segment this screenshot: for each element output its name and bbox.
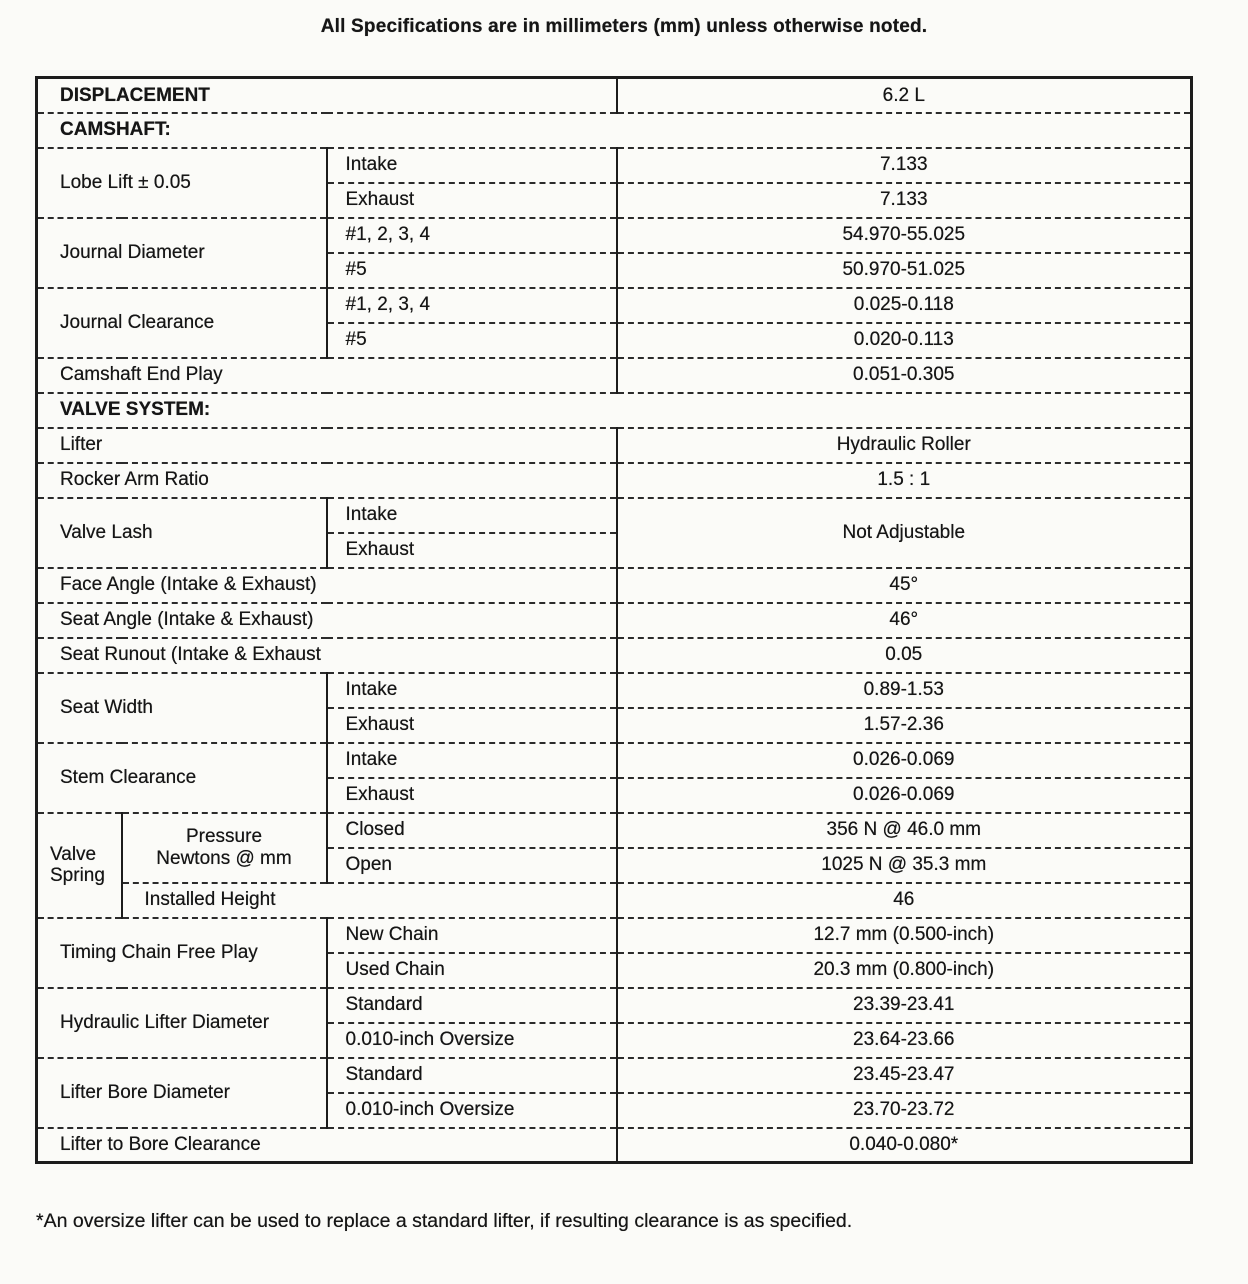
lifter-bore-diameter-label: Lifter Bore Diameter bbox=[37, 1058, 327, 1128]
table-row bbox=[37, 428, 1192, 463]
table-row bbox=[37, 638, 1192, 673]
camshaft-end-play-label: Camshaft End Play bbox=[37, 358, 617, 393]
rocker-arm-ratio-label: Rocker Arm Ratio bbox=[37, 463, 617, 498]
seat-width-exhaust-sublabel: Exhaust bbox=[327, 708, 617, 743]
seat-width-label: Seat Width bbox=[37, 673, 327, 743]
table-row bbox=[37, 393, 1192, 428]
journal-diameter-1234-sublabel: #1, 2, 3, 4 bbox=[327, 218, 617, 253]
seat-angle-value: 46° bbox=[617, 603, 1192, 638]
hydraulic-lifter-standard-value: 23.39-23.41 bbox=[617, 988, 1192, 1023]
hydraulic-lifter-standard-sublabel: Standard bbox=[327, 988, 617, 1023]
valve-spring-open-sublabel: Open bbox=[327, 848, 617, 883]
oversize-lifter-footnote: *An oversize lifter can be used to replace a standard lifter, if resulting clearance is as specified. bbox=[36, 1210, 853, 1232]
lifter-bore-oversize-value: 23.70-23.72 bbox=[617, 1093, 1192, 1128]
lifter-to-bore-clearance-label: Lifter to Bore Clearance bbox=[37, 1128, 617, 1163]
valve-spring-closed-sublabel: Closed bbox=[327, 813, 617, 848]
displacement-value: 6.2 L bbox=[617, 78, 1192, 113]
seat-width-intake-sublabel: Intake bbox=[327, 673, 617, 708]
valve-spring-closed-value: 356 N @ 46.0 mm bbox=[617, 813, 1192, 848]
spec-units-note: All Specifications are in millimeters (mm) unless otherwise noted. bbox=[320, 16, 928, 37]
table-row bbox=[37, 358, 1192, 393]
table-row bbox=[37, 568, 1192, 603]
lobe-lift-intake-value: 7.133 bbox=[617, 148, 1192, 183]
seat-runout-value: 0.05 bbox=[617, 638, 1192, 673]
hydraulic-lifter-diameter-label: Hydraulic Lifter Diameter bbox=[37, 988, 327, 1058]
table-row bbox=[37, 218, 1192, 253]
spec-table bbox=[35, 76, 1193, 1164]
valve-lash-intake-sublabel: Intake bbox=[327, 498, 617, 533]
table-row bbox=[37, 113, 1192, 148]
journal-clearance-label: Journal Clearance bbox=[37, 288, 327, 358]
valve-system-section-header: VALVE SYSTEM: bbox=[37, 393, 1192, 428]
journal-clearance-5-sublabel: #5 bbox=[327, 323, 617, 358]
seat-width-intake-value: 0.89-1.53 bbox=[617, 673, 1192, 708]
seat-width-exhaust-value: 1.57-2.36 bbox=[617, 708, 1192, 743]
valve-spring-pressure-line2: Newtons @ mm bbox=[156, 847, 292, 869]
stem-clearance-label: Stem Clearance bbox=[37, 743, 327, 813]
face-angle-label: Face Angle (Intake & Exhaust) bbox=[37, 568, 617, 603]
lobe-lift-exhaust-sublabel: Exhaust bbox=[327, 183, 617, 218]
rocker-arm-ratio-value: 1.5 : 1 bbox=[617, 463, 1192, 498]
table-row bbox=[37, 883, 1192, 918]
journal-diameter-5-value: 50.970-51.025 bbox=[617, 253, 1192, 288]
lifter-value: Hydraulic Roller bbox=[617, 428, 1192, 463]
seat-runout-label: Seat Runout (Intake & Exhaust bbox=[37, 638, 617, 673]
timing-chain-free-play-label: Timing Chain Free Play bbox=[37, 918, 327, 988]
displacement-label: DISPLACEMENT bbox=[37, 78, 617, 113]
table-row bbox=[37, 988, 1192, 1023]
valve-spring-label: Valve Spring bbox=[37, 813, 122, 918]
timing-chain-new-value: 12.7 mm (0.500-inch) bbox=[617, 918, 1192, 953]
valve-spring-pressure-label bbox=[122, 813, 327, 883]
valve-spring-pressure-line1: Pressure bbox=[185, 826, 263, 848]
table-row bbox=[37, 148, 1192, 183]
table-row bbox=[37, 288, 1192, 323]
hydraulic-lifter-oversize-value: 23.64-23.66 bbox=[617, 1023, 1192, 1058]
timing-chain-used-sublabel: Used Chain bbox=[327, 953, 617, 988]
seat-angle-label: Seat Angle (Intake & Exhaust) bbox=[37, 603, 617, 638]
lifter-bore-oversize-sublabel: 0.010-inch Oversize bbox=[327, 1093, 617, 1128]
lifter-label: Lifter bbox=[37, 428, 617, 463]
journal-clearance-5-value: 0.020-0.113 bbox=[617, 323, 1192, 358]
valve-lash-value: Not Adjustable bbox=[617, 498, 1192, 568]
table-row bbox=[37, 743, 1192, 778]
valve-lash-label: Valve Lash bbox=[37, 498, 327, 568]
timing-chain-new-sublabel: New Chain bbox=[327, 918, 617, 953]
table-row bbox=[37, 918, 1192, 953]
table-row bbox=[37, 498, 1192, 533]
camshaft-section-header: CAMSHAFT: bbox=[37, 113, 1192, 148]
valve-spring-installed-height-label: Installed Height bbox=[122, 883, 617, 918]
lobe-lift-label: Lobe Lift ± 0.05 bbox=[37, 148, 327, 218]
table-row bbox=[37, 1058, 1192, 1093]
journal-diameter-1234-value: 54.970-55.025 bbox=[617, 218, 1192, 253]
camshaft-end-play-value: 0.051-0.305 bbox=[617, 358, 1192, 393]
stem-clearance-exhaust-value: 0.026-0.069 bbox=[617, 778, 1192, 813]
table-row bbox=[37, 673, 1192, 708]
lifter-bore-standard-value: 23.45-23.47 bbox=[617, 1058, 1192, 1093]
stem-clearance-intake-sublabel: Intake bbox=[327, 743, 617, 778]
valve-spring-open-value: 1025 N @ 35.3 mm bbox=[617, 848, 1192, 883]
table-row bbox=[37, 78, 1192, 113]
lobe-lift-exhaust-value: 7.133 bbox=[617, 183, 1192, 218]
table-row bbox=[37, 1128, 1192, 1163]
table-row bbox=[37, 463, 1192, 498]
journal-clearance-1234-sublabel: #1, 2, 3, 4 bbox=[327, 288, 617, 323]
valve-lash-exhaust-sublabel: Exhaust bbox=[327, 533, 617, 568]
lobe-lift-intake-sublabel: Intake bbox=[327, 148, 617, 183]
lifter-bore-standard-sublabel: Standard bbox=[327, 1058, 617, 1093]
hydraulic-lifter-oversize-sublabel: 0.010-inch Oversize bbox=[327, 1023, 617, 1058]
lifter-to-bore-clearance-value: 0.040-0.080* bbox=[617, 1128, 1192, 1163]
timing-chain-used-value: 20.3 mm (0.800-inch) bbox=[617, 953, 1192, 988]
table-row bbox=[37, 813, 1192, 848]
journal-diameter-label: Journal Diameter bbox=[37, 218, 327, 288]
journal-clearance-1234-value: 0.025-0.118 bbox=[617, 288, 1192, 323]
journal-diameter-5-sublabel: #5 bbox=[327, 253, 617, 288]
stem-clearance-exhaust-sublabel: Exhaust bbox=[327, 778, 617, 813]
table-row bbox=[37, 603, 1192, 638]
stem-clearance-intake-value: 0.026-0.069 bbox=[617, 743, 1192, 778]
face-angle-value: 45° bbox=[617, 568, 1192, 603]
valve-spring-installed-height-value: 46 bbox=[617, 883, 1192, 918]
